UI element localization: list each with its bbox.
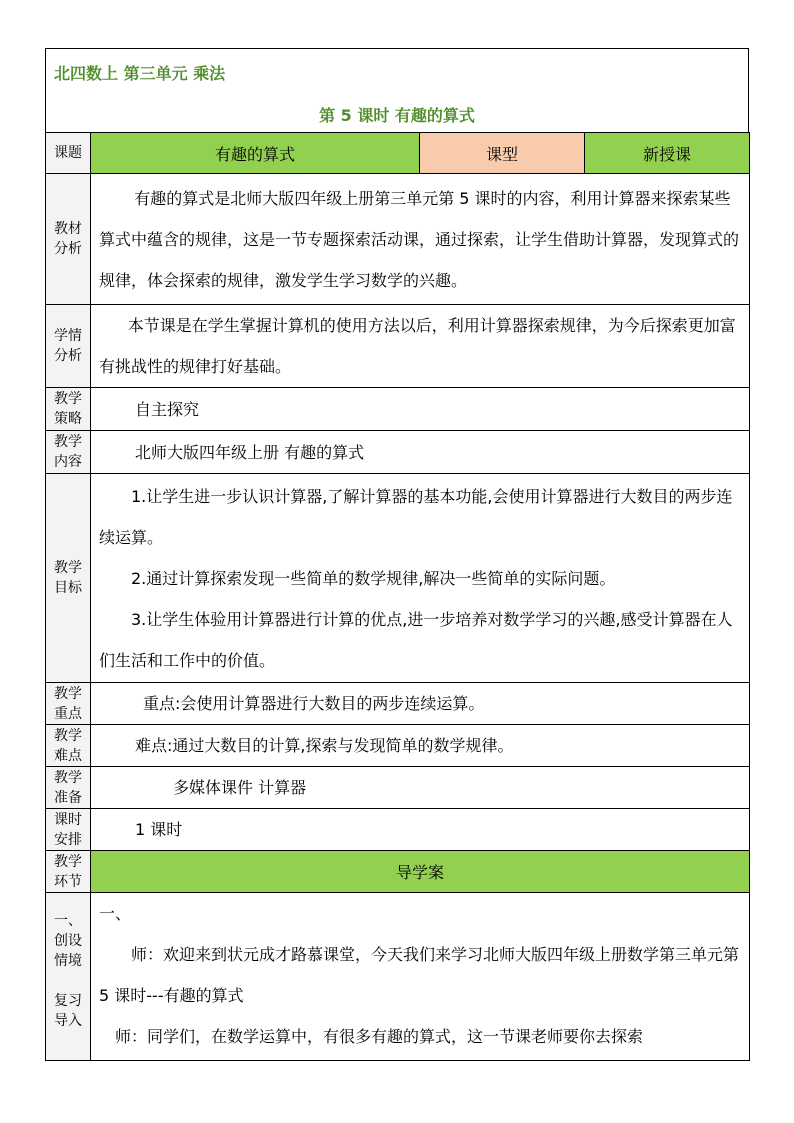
key-points-text: 重点:会使用计算器进行大数目的两步连续运算。 <box>91 683 750 725</box>
lesson-plan-table <box>45 132 750 1061</box>
schedule-row <box>46 809 750 851</box>
material-analysis-text: 有趣的算式是北师大版四年级上册第三单元第 5 课时的内容，利用计算器来探索某些算式中蕴含的规律，这是一节专题探索活动课，通过探索，让学生借助计算器，发现算式的规律，体会探索的规律，激发学生学习数学的兴趣。 <box>91 174 750 305</box>
goals-row <box>46 474 750 683</box>
material-analysis-label: 教材 分析 <box>46 174 91 305</box>
type-label: 课型 <box>420 133 585 174</box>
topic-value: 有趣的算式 <box>91 133 420 174</box>
unit-title: 北四数上 第三单元 乘法 <box>54 64 226 83</box>
lesson-plan-sheet <box>45 48 749 1061</box>
intro-heading: 一、 <box>99 904 132 923</box>
content-row <box>46 431 750 474</box>
difficulties-label: 教学 难点 <box>46 725 91 767</box>
student-analysis-text: 本节课是在学生掌握计算机的使用方法以后，利用计算器探索规律，为今后探索更加富有挑战性的规律打好基础。 <box>91 305 750 388</box>
intro-row <box>46 893 750 1061</box>
key-points-row <box>46 683 750 725</box>
topic-row <box>46 133 750 174</box>
type-value: 新授课 <box>585 133 750 174</box>
difficulties-text: 难点:通过大数目的计算,探索与发现简单的数学规律。 <box>91 725 750 767</box>
difficulties-row <box>46 725 750 767</box>
intro-label: 一、 创设 情境 复习 导入 <box>46 893 91 1061</box>
strategy-label: 教学 策略 <box>46 388 91 431</box>
content-text: 北师大版四年级上册 有趣的算式 <box>91 431 750 474</box>
goals-list <box>91 474 750 683</box>
material-analysis-row <box>46 174 750 305</box>
student-analysis-label: 学情 分析 <box>46 305 91 388</box>
key-points-label: 教学 重点 <box>46 683 91 725</box>
stages-label: 教学 环节 <box>46 851 91 893</box>
schedule-label: 课时 安排 <box>46 809 91 851</box>
preparation-row <box>46 767 750 809</box>
intro-paragraph: 师：同学们，在数学运算中，有很多有趣的算式，这一节课老师要你去探索 <box>115 1027 644 1046</box>
intro-paragraph: 师：欢迎来到状元成才路慕课堂，今天我们来学习北师大版四年级上册数学第三单元第 5 课时---有趣的算式 <box>99 945 740 1005</box>
intro-text <box>91 893 750 1061</box>
preparation-text: 多媒体课件 计算器 <box>91 767 750 809</box>
topic-label: 课题 <box>46 133 91 174</box>
goal-item: 2.通过计算探索发现一些简单的数学规律,解决一些简单的实际问题。 <box>131 568 616 588</box>
schedule-text: 1 课时 <box>91 809 750 851</box>
lesson-title: 第 5 课时 有趣的算式 <box>319 106 475 125</box>
goal-item: 3.让学生体验用计算器进行计算的优点,进一步培养对数学学习的兴趣,感受计算器在人们生活和工作中的价值。 <box>99 609 733 670</box>
strategy-text: 自主探究 <box>91 388 750 431</box>
stages-text: 导学案 <box>91 851 750 893</box>
goal-item: 1.让学生进一步认识计算器,了解计算器的基本功能,会使用计算器进行大数目的两步连续运算。 <box>99 486 733 547</box>
goals-label: 教学 目标 <box>46 474 91 683</box>
preparation-label: 教学 准备 <box>46 767 91 809</box>
strategy-row <box>46 388 750 431</box>
stages-row <box>46 851 750 893</box>
student-analysis-row <box>46 305 750 388</box>
content-label: 教学 内容 <box>46 431 91 474</box>
lesson-header <box>45 48 749 132</box>
